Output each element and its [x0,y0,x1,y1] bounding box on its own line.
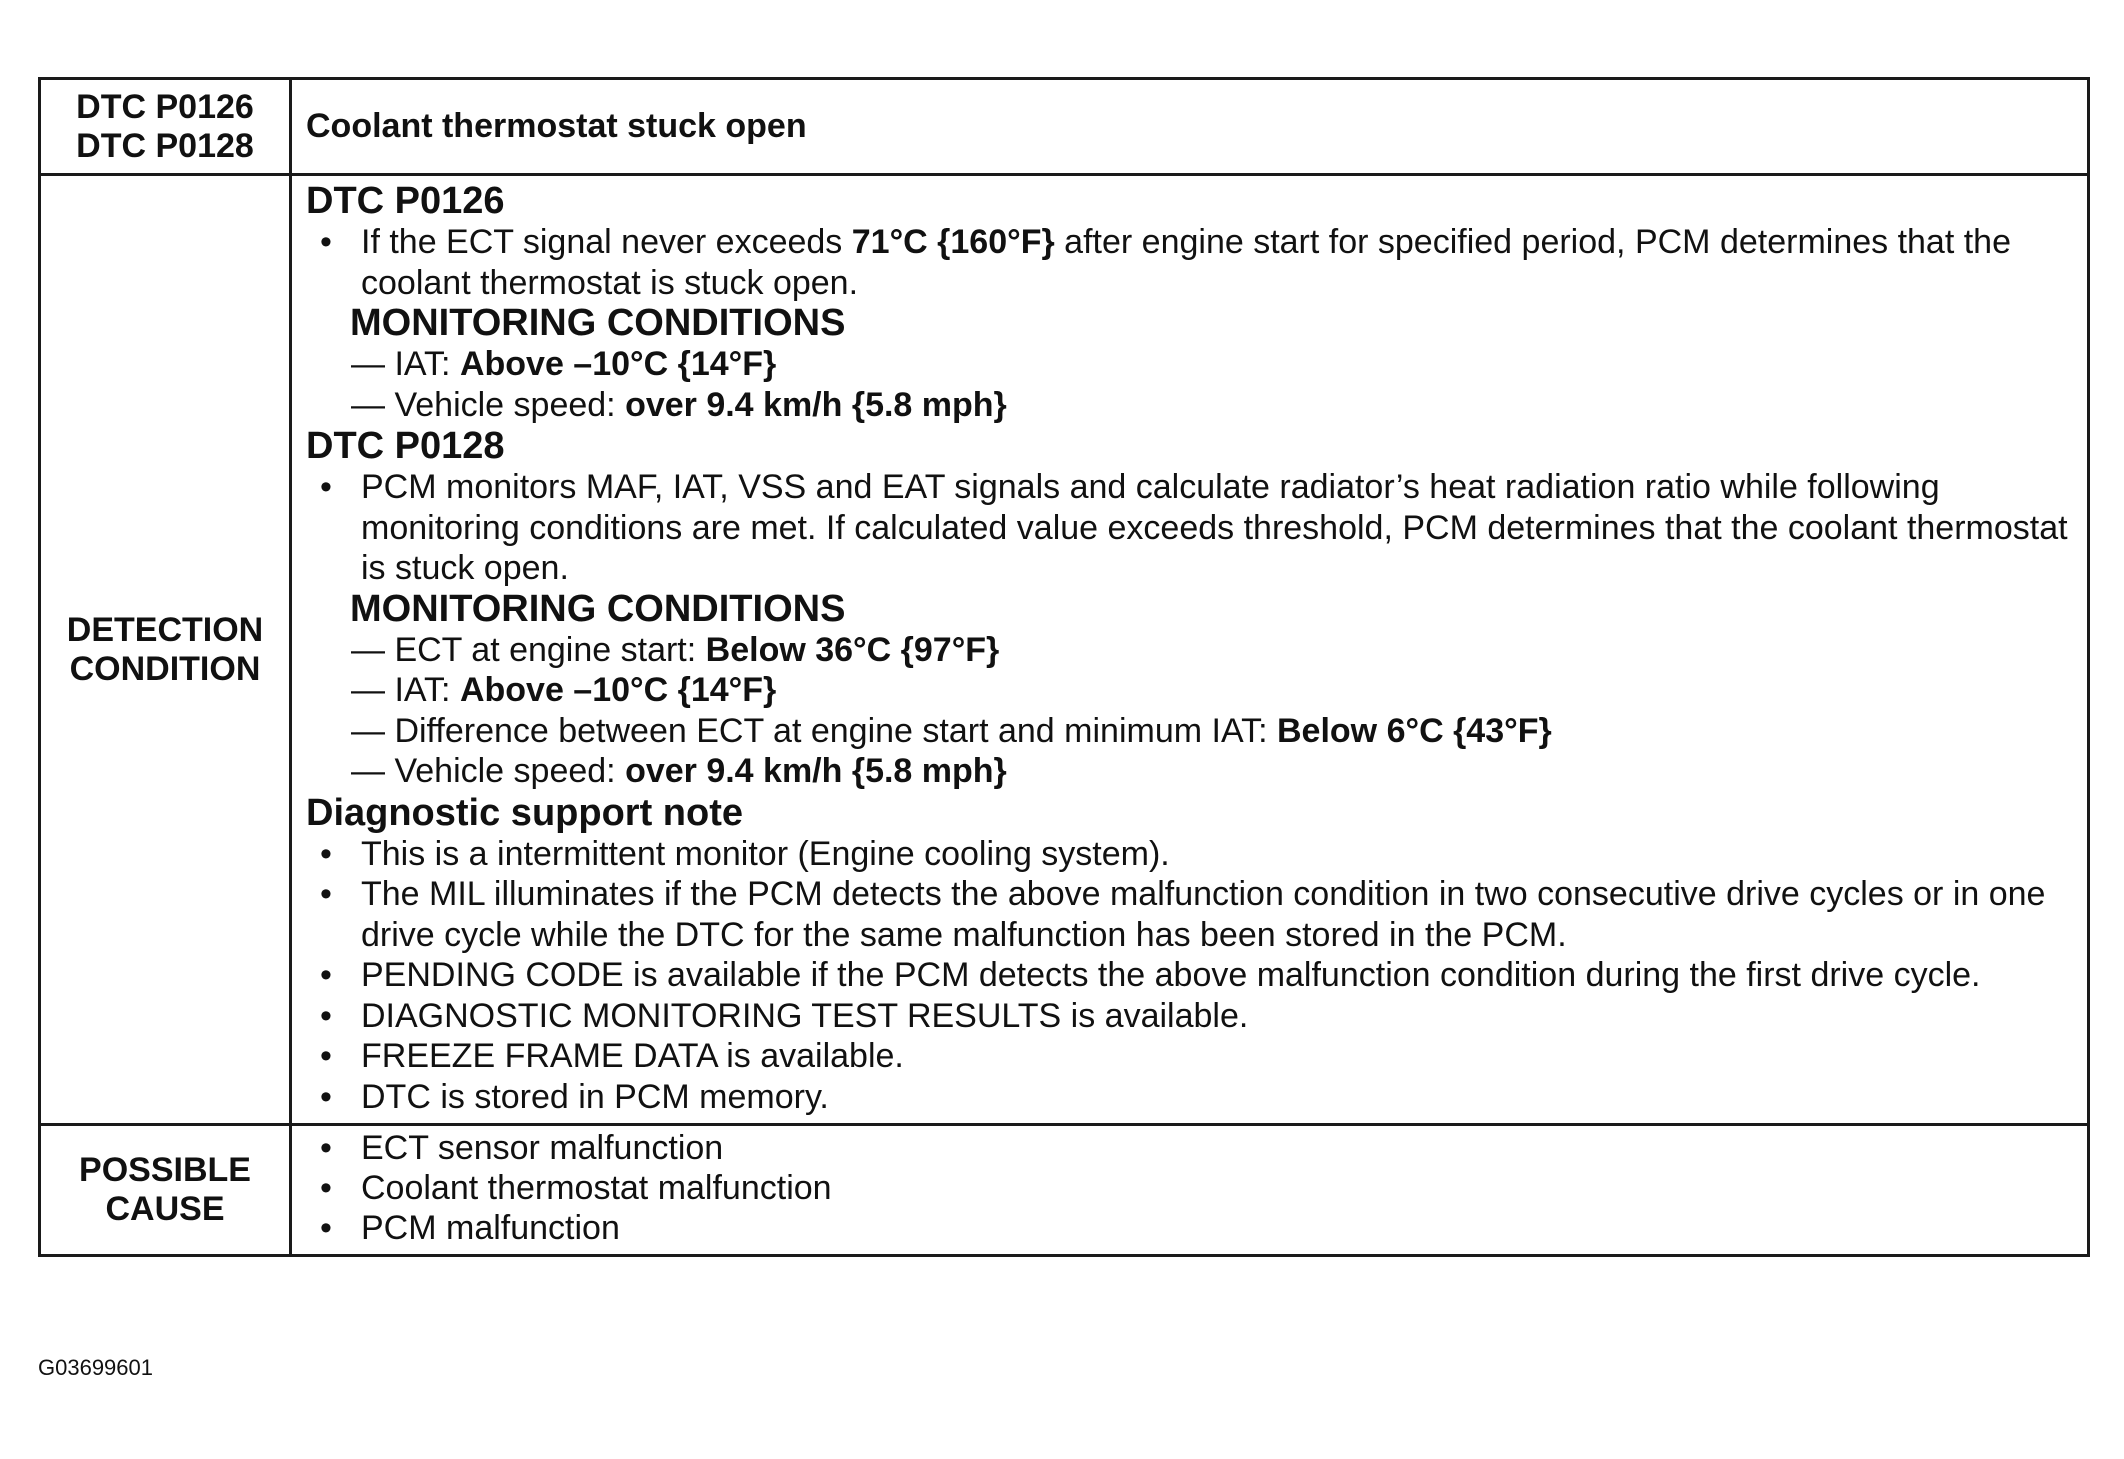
bullet-icon: • [320,875,332,913]
bullet-icon: • [320,1037,332,1075]
condition-value: Below 6°C {43°F} [1277,711,1552,750]
p0126-bullet-text-b: after engine start for specified period, PCM determines that the coolant thermostat is stuck open. [361,223,2012,302]
possible-cause-label-cell [40,1125,291,1256]
bullet-icon: • [320,1077,332,1116]
p0128-conditions [306,630,2073,792]
condition-value: over 9.4 km/h {5.8 mph} [625,752,1007,790]
bullet-icon: • [320,834,332,873]
p0126-condition [351,385,2073,426]
detection-label-line-1: DETECTION [66,610,264,649]
bullet-icon: • [320,956,332,994]
condition-prefix: — IAT: [351,345,460,383]
possible-cause-text: ECT sensor malfunction [361,1129,724,1167]
support-note-text: PENDING CODE is available if the PCM detects the above malfunction condition during the first drive cycle. [361,956,1981,994]
p0128-condition [351,751,2073,792]
possible-cause-row [40,1125,2089,1256]
condition-value: Above –10°C {14°F} [459,671,777,709]
p0126-bullets [306,222,2073,303]
dtc-title: Coolant thermostat stuck open [291,79,2089,175]
p0126-heading: DTC P0126 [306,180,505,222]
support-note-item [306,996,2073,1037]
condition-prefix: — Vehicle speed: [351,752,626,790]
possible-cause-item [306,1128,2073,1168]
bullet-icon: • [320,996,332,1035]
support-note-item [306,874,2073,955]
support-note-text: FREEZE FRAME DATA is available. [361,1037,904,1075]
p0126-bullet [306,222,2073,303]
support-note-item [306,834,2073,875]
condition-prefix: — IAT: [351,671,460,709]
condition-value: Above –10°C {14°F} [459,345,777,383]
bullet-icon: • [320,468,332,506]
condition-value: Below 36°C {97°F} [705,630,1000,669]
possible-cause-label-line-2: CAUSE [105,1190,225,1228]
detection-content [291,175,2089,1125]
possible-cause-content [291,1125,2089,1256]
possible-cause-text: PCM malfunction [361,1209,620,1247]
p0128-condition [351,630,2073,671]
condition-value: over 9.4 km/h {5.8 mph} [625,385,1007,424]
condition-prefix: — ECT at engine start: [351,630,706,669]
support-note-text: The MIL illuminates if the PCM detects the above malfunction condition in two consecutive drive cycles or in one drive cycle while the DTC for the same malfunction has been stored in the PCM. [361,875,2046,954]
support-note-bullets [306,834,2073,1118]
p0126-bullet-threshold: 71°C {160°F} [851,223,1055,261]
dtc-codes-cell [40,79,291,175]
support-note-item [306,955,2073,996]
possible-cause-label-line-1: POSSIBLE [79,1151,251,1189]
header-row [40,79,2089,175]
figure-code: G03699601 [38,1355,153,1380]
p0128-bullet [306,467,2073,589]
detection-row [40,175,2089,1125]
possible-cause-item [306,1168,2073,1208]
p0126-conditions [306,344,2073,425]
possible-cause-text: Coolant thermostat malfunction [361,1169,832,1207]
detection-label-cell [40,175,291,1125]
bullet-icon: • [320,1129,332,1167]
bullet-icon: • [320,1169,332,1207]
support-note-text: DTC is stored in PCM memory. [361,1077,829,1116]
p0128-condition [351,670,2073,711]
p0128-monitoring-heading: MONITORING CONDITIONS [350,587,846,630]
support-note-text: DIAGNOSTIC MONITORING TEST RESULTS is available. [361,996,1249,1035]
support-note-heading: Diagnostic support note [306,791,743,834]
p0128-bullets [306,467,2073,589]
p0128-condition [351,711,2073,752]
p0126-bullet-text-a: If the ECT signal never exceeds [361,223,852,261]
bullet-icon: • [320,223,332,261]
support-note-item [306,1077,2073,1118]
p0126-monitoring-heading: MONITORING CONDITIONS [350,302,846,344]
p0128-heading: DTC P0128 [306,425,505,467]
p0126-condition [351,344,2073,385]
bullet-icon: • [320,1209,332,1247]
dtc-code-p0126: DTC P0126 [76,87,254,126]
support-note-item [306,1036,2073,1077]
p0128-bullet-text: PCM monitors MAF, IAT, VSS and EAT signals and calculate radiator’s heat radiation ratio while following monitoring conditions are met. If calculated value exceeds threshold, PCM determines that the coolant thermostat is stuck open. [361,468,2068,587]
possible-cause-item [306,1208,2073,1248]
dtc-table [38,77,2090,1257]
detection-label-line-2: CONDITION [69,649,261,688]
possible-cause-bullets [306,1128,2073,1248]
dtc-code-p0128: DTC P0128 [76,126,254,165]
condition-prefix: — Vehicle speed: [351,385,626,424]
support-note-text: This is a intermittent monitor (Engine cooling system). [361,834,1170,873]
condition-prefix: — Difference between ECT at engine start and minimum IAT: [351,711,1277,750]
